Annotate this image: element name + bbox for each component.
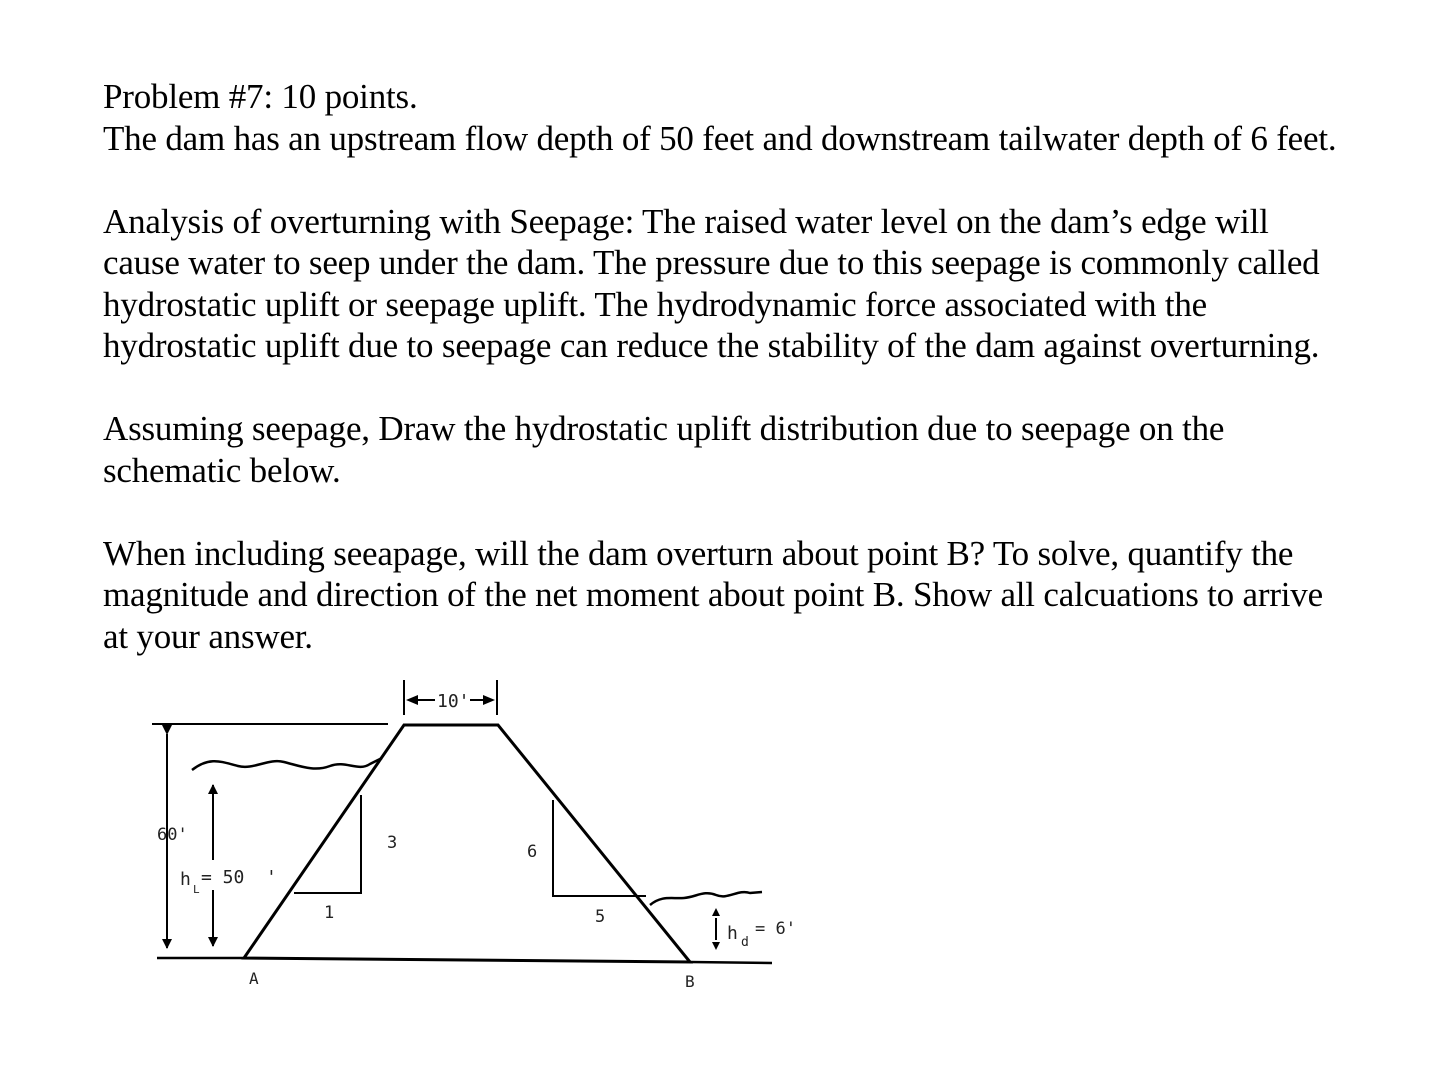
problem-intro: The dam has an upstream flow depth of 50 feet and downstream tailwater depth of 6 feet.: [103, 118, 1337, 158]
analysis-line: Analysis of overturning with Seepage: The raised water level on the dam’s edge will: [103, 201, 1269, 241]
upstream-depth-value: = 50 ': [201, 867, 277, 888]
height-label: 60': [157, 825, 188, 845]
upstream-slope-triangle: [294, 795, 361, 893]
dam-body: [244, 725, 690, 962]
analysis-line: hydrostatic uplift due to seepage can reduce the stability of the dam against overturning.: [103, 326, 1320, 365]
downstream-depth-label: h: [727, 923, 738, 944]
top-width-arrow-left: [406, 695, 418, 705]
problem-heading: Problem #7: 10 points.: [103, 77, 418, 116]
assume-line: Assuming seepage, Draw the hydrostatic uplift distribution due to seepage on the: [103, 409, 1225, 448]
point-a-label: A: [249, 969, 259, 988]
downstream-ground-line: [690, 962, 772, 963]
downstream-depth-subscript: d: [741, 935, 749, 950]
analysis-line: hydrostatic uplift or seepage uplift. The hydrodynamic force associated with the: [103, 284, 1207, 324]
downstream-slope-run-label: 5: [595, 907, 606, 927]
question-line: at your answer.: [103, 616, 313, 656]
downstream-depth-value: = 6': [755, 919, 796, 939]
downstream-depth-arrowheads: [712, 908, 720, 950]
upstream-depth-subscript: L: [193, 883, 200, 896]
paragraph-gap: [103, 159, 1423, 201]
downstream-slope-rise-label: 6: [527, 842, 538, 862]
top-width-arrow-right: [483, 695, 495, 705]
question-line: magnitude and direction of the net moment about point B. Show all calcuations to arrive: [103, 575, 1323, 614]
downstream-slope-triangle: [553, 800, 646, 896]
assume-line: schematic below.: [103, 450, 341, 490]
upstream-depth-label: h: [180, 869, 191, 890]
downstream-water-surface: [650, 892, 762, 905]
point-b-label: B: [685, 972, 695, 991]
upstream-water-surface: [192, 758, 382, 770]
top-width-label: 10': [437, 691, 470, 712]
upstream-slope-rise-label: 3: [387, 833, 398, 853]
paragraph-gap: [103, 367, 1423, 409]
analysis-line: cause water to seep under the dam. The pressure due to this seepage is commonly called: [103, 243, 1320, 282]
paragraph-gap: [103, 491, 1423, 533]
problem-text: [103, 76, 1423, 657]
question-line: When including seeapage, will the dam overturn about point B? To solve, quantify the: [103, 533, 1294, 573]
upstream-slope-run-label: 1: [324, 903, 335, 923]
